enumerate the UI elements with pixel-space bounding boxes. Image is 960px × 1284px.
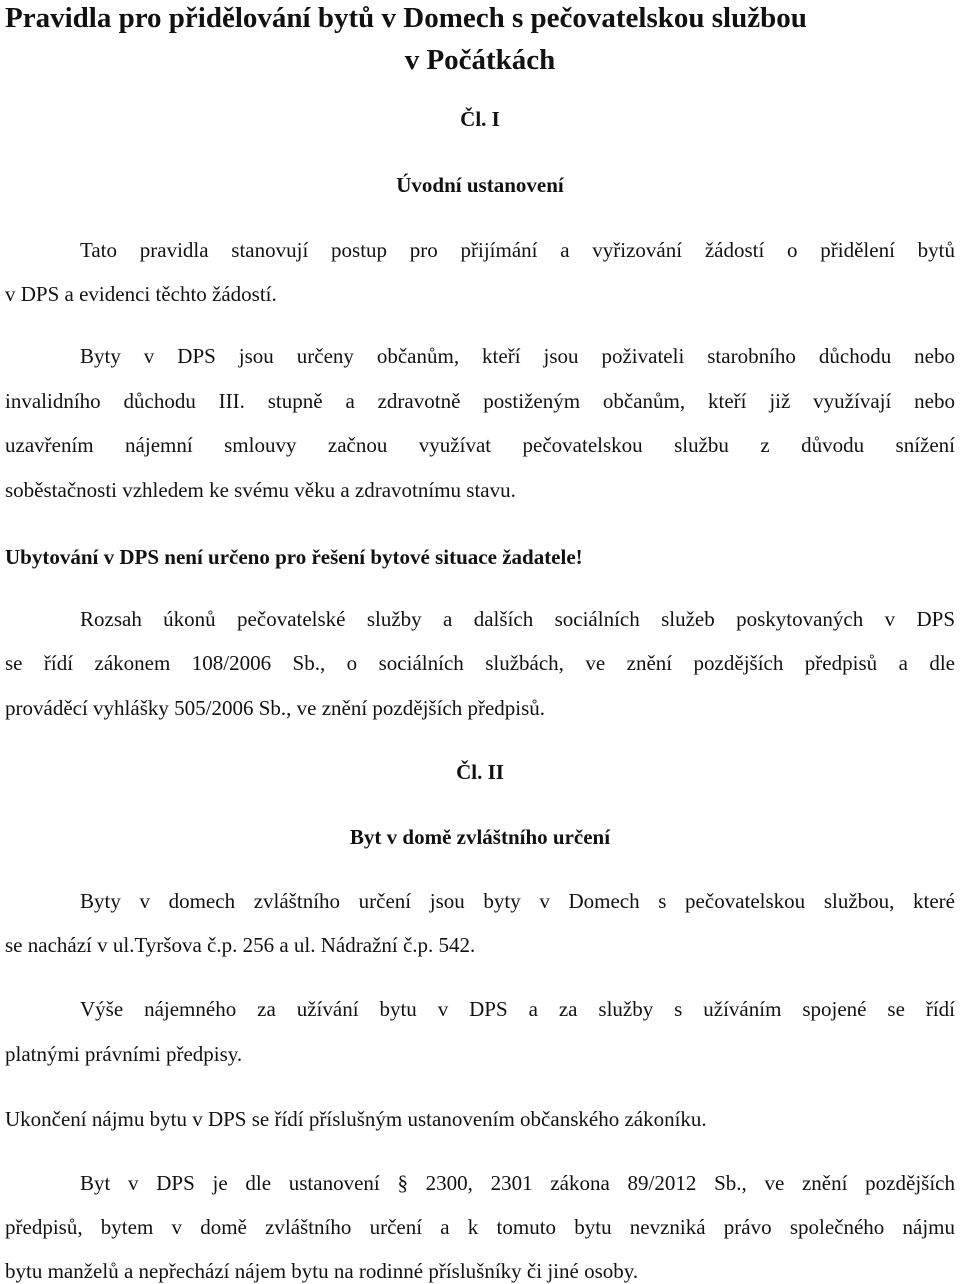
article-1-p3-line-1: Rozsah úkonů pečovatelské služby a dalších sociálních služeb poskytovaných v DPS (80, 607, 955, 631)
article-2-p4-line-1: Byt v DPS je dle ustanovení § 2300, 2301 zákona 89/2012 Sb., ve znění pozdějších (80, 1171, 955, 1195)
article-1-p2-line-3: uzavřením nájemní smlouvy začnou využívat pečovatelskou službu z důvodu snížení (5, 433, 955, 457)
article-1-p3-line-3: prováděcí vyhlášky 505/2006 Sb., ve znění pozdějších předpisů. (5, 696, 546, 720)
article-1-notice: Ubytování v DPS není určeno pro řešení bytové situace žadatele! (5, 545, 583, 569)
article-2-p1-line-2: se nachází v ul.Tyršova č.p. 256 a ul. Nádražní č.p. 542. (5, 933, 476, 957)
article-2-p3: Ukončení nájmu bytu v DPS se řídí příslušným ustanovením občanského zákoníku. (5, 1107, 707, 1131)
article-1-p1-line-1: Tato pravidla stanovují postup pro přijímání a vyřizování žádostí o přidělení bytů (80, 238, 955, 262)
article-1-p1-line-2: v DPS a evidenci těchto žádostí. (5, 282, 277, 306)
article-1-p2-line-2: invalidního důchodu III. stupně a zdravotně postiženým občanům, kteří již využívají nebo (5, 389, 955, 413)
article-1-number: Čl. I (460, 107, 500, 131)
document-title-line-1: Pravidla pro přidělování bytů v Domech s pečovatelskou službou (5, 2, 807, 34)
article-2-p2-line-1: Výše nájemného za užívání bytu v DPS a za služby s užíváním spojené se řídí (80, 997, 955, 1021)
article-2-p2-line-2: platnými právními předpisy. (5, 1042, 243, 1066)
article-1-p2-line-1: Byty v DPS jsou určeny občanům, kteří jsou poživateli starobního důchodu nebo (80, 344, 955, 368)
article-2-p1-line-1: Byty v domech zvláštního určení jsou byty v Domech s pečovatelskou službou, které (80, 889, 955, 913)
article-2-heading: Byt v domě zvláštního určení (349, 825, 611, 849)
article-1-p3-line-2: se řídí zákonem 108/2006 Sb., o sociálních službách, ve znění pozdějších předpisů a dle (5, 651, 955, 675)
article-2-number: Čl. II (456, 760, 504, 784)
article-1-heading: Úvodní ustanovení (396, 173, 564, 197)
article-1-p2-line-4: soběstačnosti vzhledem ke svému věku a zdravotnímu stavu. (5, 478, 516, 502)
article-2-p4-line-3: bytu manželů a nepřechází nájem bytu na rodinné příslušníky či jiné osoby. (5, 1259, 639, 1283)
document-title-line-2: v Počátkách (404, 44, 556, 76)
article-2-p4-line-2: předpisů, bytem v domě zvláštního určení a k tomuto bytu nevzniká právo společného nájmu (5, 1215, 955, 1239)
